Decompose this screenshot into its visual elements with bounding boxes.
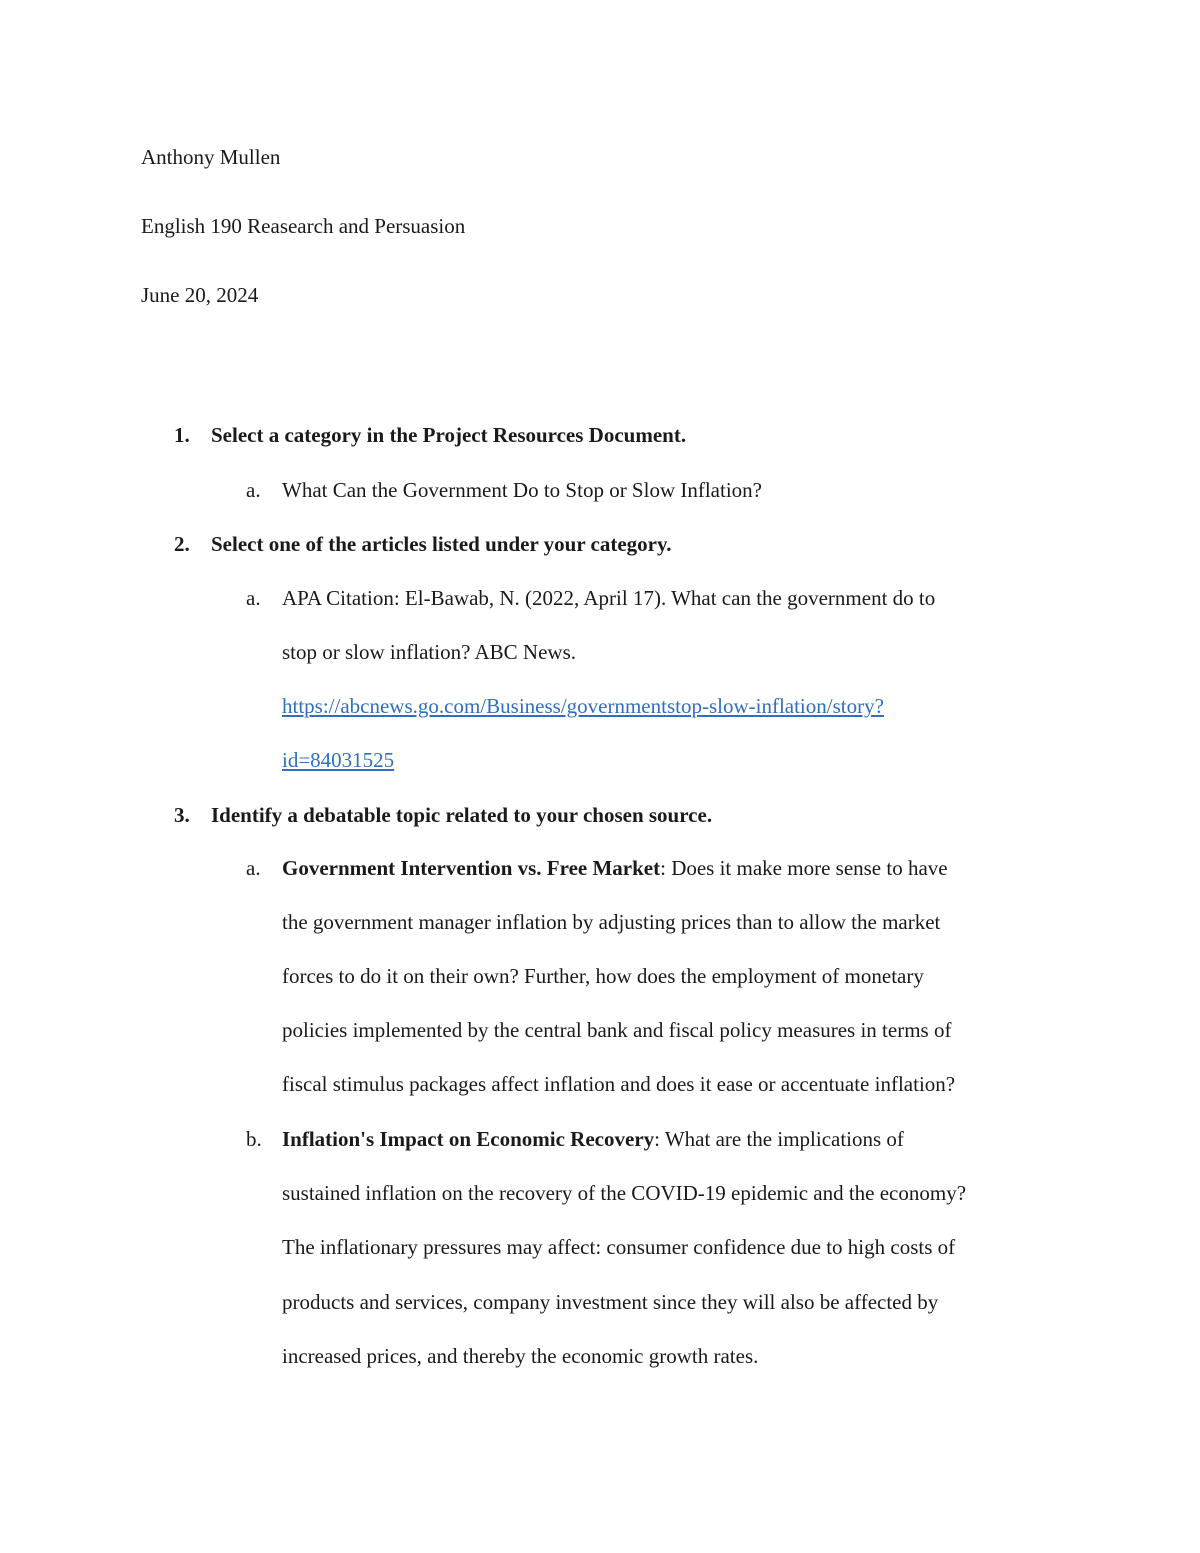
item-prompt: Select a category in the Project Resources Document.: [211, 423, 687, 447]
sub-item-letter: a.: [246, 478, 261, 502]
topic-line: policies implemented by the central bank and fiscal policy measures in terms of: [282, 1018, 952, 1042]
topic-line: fiscal stimulus packages affect inflation and does it ease or accentuate inflation?: [282, 1072, 956, 1096]
item-prompt: Select one of the articles listed under your category.: [211, 532, 672, 556]
topic-line: products and services, company investment since they will also be affected by: [282, 1290, 939, 1314]
author-name: Anthony Mullen: [141, 145, 281, 169]
topic-line: increased prices, and thereby the economic growth rates.: [282, 1344, 759, 1368]
item-prompt: Identify a debatable topic related to your chosen source.: [211, 803, 713, 827]
topic-first-line: [282, 1127, 904, 1151]
citation-link[interactable]: https://abcnews.go.com/Business/governmentstop-slow-inflation/story?: [282, 694, 884, 718]
sub-item-letter: b.: [246, 1127, 262, 1151]
topic-first-text: : What are the implications of: [654, 1127, 904, 1151]
citation-line: stop or slow inflation? ABC News.: [282, 640, 576, 664]
item-number: 1.: [174, 423, 190, 447]
citation-line: APA Citation: El-Bawab, N. (2022, April 17). What can the government do to: [282, 586, 936, 610]
citation-link[interactable]: id=84031525: [282, 748, 395, 772]
sub-item-letter: a.: [246, 856, 261, 880]
item-number: 3.: [174, 803, 190, 827]
topic-first-text: : Does it make more sense to have: [660, 856, 948, 880]
topic-line: The inflationary pressures may affect: consumer confidence due to high costs of: [282, 1235, 956, 1259]
topic-line: sustained inflation on the recovery of the COVID-19 epidemic and the economy?: [282, 1181, 967, 1205]
course-name: English 190 Reasearch and Persuasion: [141, 214, 466, 238]
item-number: 2.: [174, 532, 190, 556]
category-answer: What Can the Government Do to Stop or Slow Inflation?: [282, 478, 762, 502]
topic-first-line: [282, 856, 948, 880]
topic-line: forces to do it on their own? Further, how does the employment of monetary: [282, 964, 924, 988]
topic-heading: Government Intervention vs. Free Market: [282, 856, 661, 880]
topic-line: the government manager inflation by adjusting prices than to allow the market: [282, 910, 941, 934]
sub-item-letter: a.: [246, 586, 261, 610]
document-date: June 20, 2024: [141, 283, 259, 307]
topic-heading: Inflation's Impact on Economic Recovery: [282, 1127, 655, 1151]
